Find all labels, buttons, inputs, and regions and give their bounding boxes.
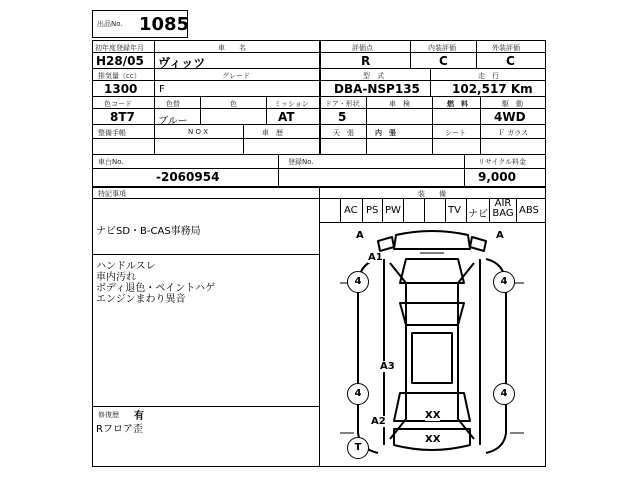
recycle-value: 9,000 [478,170,516,184]
grade-value: F [159,84,165,95]
interior-label: 内装評価 [428,44,456,52]
model-name-label: 車 名 [218,44,246,52]
car-diagram [320,223,544,465]
spare-tire: T [347,437,369,459]
mark-a2: A2 [371,416,386,427]
reg-year-value: H28/05 [96,54,144,68]
drive-value: 4WD [494,110,526,124]
lot-number-box [92,10,188,38]
roof-label: 天 張 [333,129,354,137]
tire-front-left: 4 [347,271,369,293]
mark-front-right: A [496,230,504,241]
mark-front-left: A [356,230,364,241]
color-value: ブルー [158,116,188,127]
equip-ps: PS [366,205,379,216]
tire-rear-left: 4 [347,383,369,405]
grade-label: グレード [222,72,250,80]
doors-value: 5 [338,110,347,124]
color-system-label: 色替 [166,100,180,108]
equip-abs: ABS [519,205,539,216]
upholstery-label: 内 張 [375,129,396,137]
lot-label: 出品No. [97,20,123,28]
issue-item: ハンドルスレ [96,261,156,272]
exterior-label: 外装評価 [492,44,520,52]
reg-year-label: 初年度登録年月 [95,44,144,52]
manual-label: 整備手帳 [98,129,126,137]
equip-airbag: AIR BAG [492,198,514,219]
nox-label: N O X [188,128,208,136]
color-code-value: 8T7 [110,110,135,124]
color-code-label: 色コード [104,100,132,108]
issue-item: ボディ退色・ペイントハゲ [96,283,215,294]
inspection-label: 車 検 [389,100,410,108]
tire-rear-right: 4 [493,383,515,405]
recycle-label: リサイクル料金 [478,158,527,166]
notes-title: 特記事項 [98,190,126,198]
transmission-value: AT [278,110,295,124]
score-label: 評価点 [352,44,373,52]
mark-a3: A3 [380,361,395,372]
reg-no-label: 登録No. [288,158,314,166]
displacement-label: 排気量（cc） [98,72,141,80]
equip-tv: TV [448,205,461,216]
fuel-label: 燃 料 [447,100,468,108]
score-value: R [361,54,371,68]
exterior-value: C [506,54,515,68]
mileage-value: 102,517 Km [452,82,533,96]
interior-value: C [439,54,448,68]
mark-bottom-xx: XX [425,434,441,445]
seat-label: シート [445,129,466,137]
history-label: 車 歴 [262,129,283,137]
chassis-value: -2060954 [156,170,220,184]
issue-item: エンジンまわり異音 [96,294,186,305]
glass-label: Ｆ ガラス [498,129,529,137]
mark-rear-xx: XX [425,410,441,421]
transmission-label: ミッション [274,100,309,108]
equipment-title: 装 備 [418,190,446,198]
displacement-value: 1300 [104,82,138,96]
type-label: 型 式 [363,72,384,80]
equip-pw: PW [385,205,401,216]
repair-label: 修復歴 [98,411,119,419]
repair-note: Rフロア歪 [96,424,143,435]
mark-a1: A1 [368,252,383,263]
doors-label: ドア・形状 [325,100,360,108]
equip-ac: AC [344,205,358,216]
type-value: DBA-NSP135 [334,82,420,96]
mileage-label: 走 行 [478,72,499,80]
lot-number: 1085 [139,14,190,35]
drive-label: 駆 動 [502,100,523,108]
model-name-value: ヴィッツ [158,56,206,70]
tire-front-right: 4 [493,271,515,293]
issue-item: 車内汚れ [96,272,136,283]
chassis-label: 車台No. [98,158,124,166]
color-label: 色 [230,100,237,108]
repair-value: 有 [134,411,144,422]
notes-line1: ナビSD・B-CAS事務局 [96,226,201,237]
equip-navi: ナビ [468,209,488,220]
